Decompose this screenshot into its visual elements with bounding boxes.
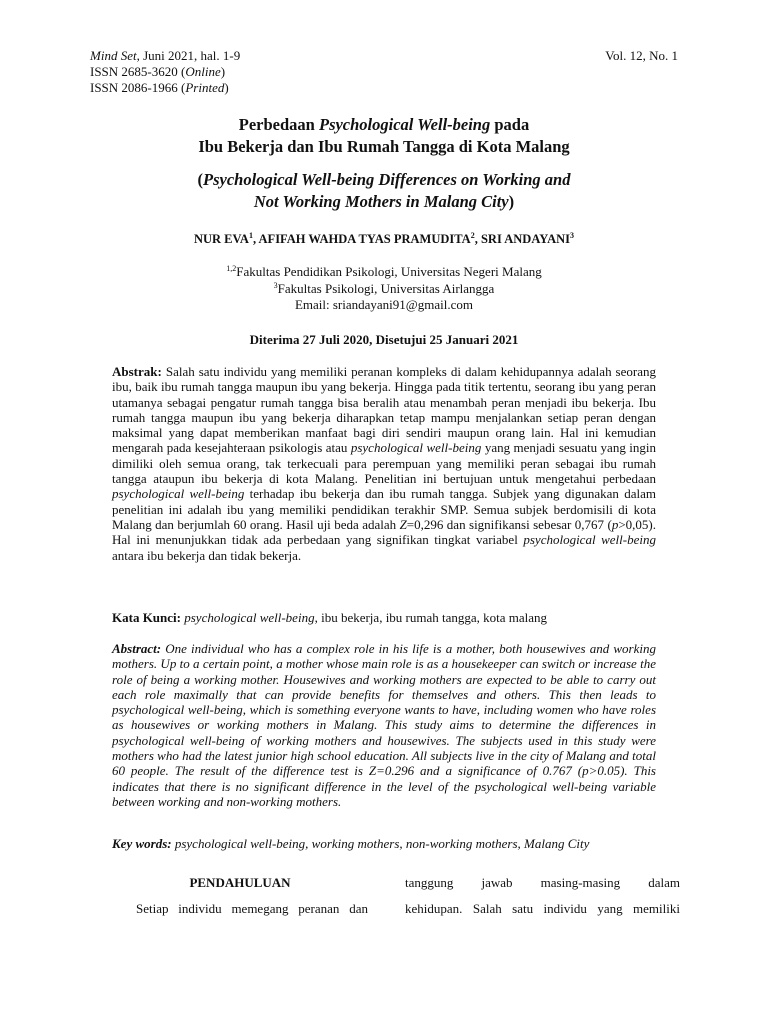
title-id-line2: Ibu Bekerja dan Ibu Rumah Tangga di Kota Malang <box>198 137 570 156</box>
journal-issue-line: Mind Set, Juni 2021, hal. 1-9 <box>90 48 241 63</box>
received-accepted-dates: Diterima 27 Juli 2020, Disetujui 25 Januari 2021 <box>249 332 519 347</box>
abstract-en-paragraph: Abstract: One individual who has a complex role in his life is a mother, both housewives and working mothers. Up to a certain point, a mother whose main role is as a housekeeper can switch or increase the role of being a working mother. Housewives and working mothers are expected to be able to carry out each role maximally that can provide benefits for themselves and others. This then leads to psychological well-being, which is something everyone wants to have, including women who have roles as housewives or working mothers in Malang. This study aims to determine the differences in psychological well-being of working mothers and housewives. The subjects used in this study were mothers who had the latest junior high school education. All subjects live in the city of Malang and total 60 people. The result of the difference test is Z=0.296 and a significance of 0.767 (p>0.05). This indicates that there is no significant difference in the level of the psychological well-being variable between working and non-working mothers. <box>112 641 656 809</box>
volume-info: Vol. 12, No. 1 <box>605 48 678 63</box>
title-en-line2: Not Working Mothers in Malang City) <box>253 192 515 211</box>
affiliation-1: $^{1,2}$Fakultas Pendidikan Psikologi, Universitas Negeri Malang <box>226 264 542 279</box>
body-left-line-1: Setiap individu memegang peranan dan <box>136 901 368 916</box>
affiliations <box>0 264 768 314</box>
kata-kunci: Kata Kunci: psychological well-being, ibu bekerja, ibu rumah tangga, kota malang <box>112 610 548 625</box>
abstrak-paragraph: Abstrak: Salah satu individu yang memiliki peranan kompleks di dalam kehidupannya adalah seorang ibu, baik ibu rumah tangga maupun ibu yang bekerja. Hingga pada titik tertentu, seorang ibu yang peran utamanya sebagai pengatur rumah tangga bisa beralih atau menambah peran menjadi ibu bekerja. Ibu rumah tangga maupun ibu yang bekerja diharapkan tetap mampu menjalankan setiap peran dengan maksimal yang dapat memberikan manfaat bagi diri sendiri maupun orang lain. Hal ini kemudian mengarah pada kesejahteraan psikologis atau psychological well-being yang menjadi sesuatu yang ingin dimiliki oleh semua orang, tak terkecuali para perempuan yang memiliki peran sebagai ibu rumah tangga ataupun ibu bekerja di kota Malang. Penelitian ini bertujuan untuk mengetahui perbedaan psychological well-being terhadap ibu bekerja dan ibu rumah tangga. Subjek yang digunakan dalam penelitian ini adalah ibu yang memiliki pendidikan terakhir SMP. Semua subjek berdomisili di kota Malang dan berjumlah 60 orang. Hasil uji beda adalah Z=0,296 dan signifikansi sebesar 0,767 (p>0,05). Hal ini menunjukkan tidak ada perbedaan yang signifikan tingkat variabel psychological well-being antara ibu bekerja dan tidak bekerja. <box>112 364 656 563</box>
journal-name: Mind Set <box>90 48 137 63</box>
authors: NUR EVA$^1$, AFIFAH WAHDA TYAS PRAMUDITA$^2$, SRI ANDAYANI$^3$ <box>193 231 575 246</box>
email: Email: sriandayani91@gmail.com <box>294 297 474 312</box>
title-id-line1: Perbedaan Psychological Well-being pada <box>238 115 530 134</box>
body-right-line-1: tanggung jawab masing-masing dalam <box>405 875 680 890</box>
affiliation-2: $^3$Fakultas Psikologi, Universitas Airlangga <box>273 280 495 296</box>
section-heading-pendahuluan: PENDAHULUAN <box>189 875 291 890</box>
key-words: Key words: psychological well-being, working mothers, non-working mothers, Malang City <box>112 836 590 851</box>
body-right-line-2: kehidupan. Salah satu individu yang memiliki <box>405 901 680 916</box>
abstract-en-label: Abstract: <box>112 641 162 656</box>
issn-printed: ISSN 2086-1966 (Printed) <box>90 80 229 95</box>
journal-info <box>90 48 240 96</box>
key-words-label: Key words: <box>112 836 172 851</box>
kata-kunci-label: Kata Kunci: <box>112 610 181 625</box>
body-right-column <box>405 870 680 922</box>
issn-online: ISSN 2685-3620 (Online) <box>90 64 226 79</box>
abstrak-label: Abstrak: <box>112 364 162 379</box>
title-en-line1: (Psychological Well-being Differences on Working and <box>197 170 571 189</box>
body-left-column <box>112 870 368 922</box>
